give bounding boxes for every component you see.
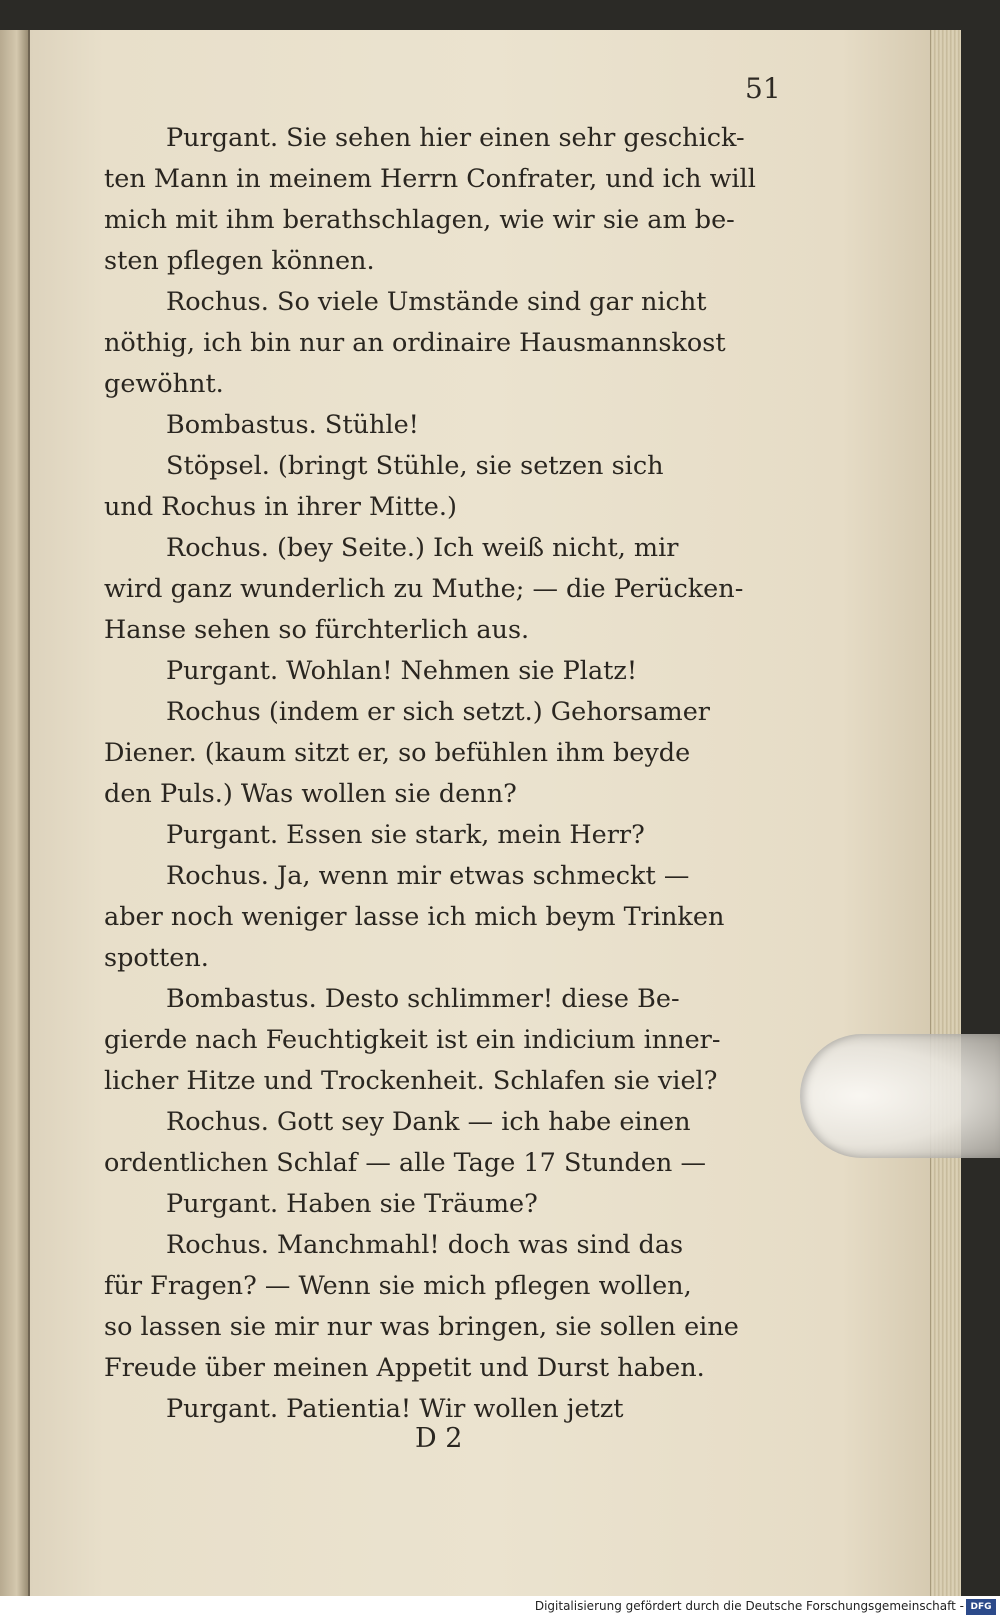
- text-line: Purgant. Wohlan! Nehmen sie Platz!: [166, 656, 638, 686]
- text-line: den Puls.) Was wollen sie denn?: [104, 779, 517, 809]
- page-number: 51: [745, 72, 781, 105]
- text-line: Rochus. Manchmahl! doch was sind das: [166, 1230, 684, 1260]
- dfg-logo: DFG: [966, 1599, 996, 1615]
- text-line: nöthig, ich bin nur an ordinaire Hausmannskost: [104, 328, 726, 358]
- text-line: aber noch weniger lasse ich mich beym Trinken: [104, 902, 725, 932]
- text-line: spotten.: [104, 943, 209, 973]
- text-line: licher Hitze und Trockenheit. Schlafen sie viel?: [104, 1066, 718, 1096]
- text-line: Diener. (kaum sitzt er, so befühlen ihm beyde: [104, 738, 691, 768]
- funding-notice: Digitalisierung gefördert durch die Deutsche Forschungsgemeinschaft -: [534, 1599, 964, 1613]
- text-line: und Rochus in ihrer Mitte.): [104, 492, 457, 522]
- page-text: [104, 118, 794, 1430]
- text-line: Rochus. Gott sey Dank — ich habe einen: [166, 1107, 691, 1137]
- text-line: so lassen sie mir nur was bringen, sie sollen eine: [104, 1312, 739, 1342]
- text-line: Stöpsel. (bringt Stühle, sie setzen sich: [166, 451, 664, 481]
- text-line: gewöhnt.: [104, 369, 224, 399]
- text-line: Freude über meinen Appetit und Durst haben.: [104, 1353, 705, 1383]
- text-line: ten Mann in meinem Herrn Confrater, und ich will: [104, 164, 756, 194]
- previous-page-edge: [0, 30, 28, 1596]
- page-stack-edge: [930, 30, 961, 1596]
- text-line: Rochus. So viele Umstände sind gar nicht: [166, 287, 707, 317]
- footer: [0, 1596, 1000, 1619]
- text-line: Rochus. (bey Seite.) Ich weiß nicht, mir: [166, 533, 679, 563]
- text-line: für Fragen? — Wenn sie mich pflegen wollen,: [104, 1271, 692, 1301]
- text-line: Purgant. Sie sehen hier einen sehr geschick-: [166, 123, 745, 153]
- text-line: Purgant. Essen sie stark, mein Herr?: [166, 820, 645, 850]
- printer-signature: D 2: [415, 1423, 463, 1454]
- text-line: Rochus (indem er sich setzt.) Gehorsamer: [166, 697, 710, 727]
- text-line: mich mit ihm berathschlagen, wie wir sie am be-: [104, 205, 735, 235]
- text-line: gierde nach Feuchtigkeit ist ein indicium inner-: [104, 1025, 721, 1055]
- scanner-thumb-holder: [800, 1034, 1000, 1158]
- text-line: Purgant. Haben sie Träume?: [166, 1189, 538, 1219]
- text-line: wird ganz wunderlich zu Muthe; — die Perücken-: [104, 574, 744, 604]
- text-line: Hanse sehen so fürchterlich aus.: [104, 615, 530, 645]
- text-line: Rochus. Ja, wenn mir etwas schmeckt —: [166, 861, 690, 891]
- text-line: Purgant. Patientia! Wir wollen jetzt: [166, 1394, 624, 1424]
- text-line: Bombastus. Desto schlimmer! diese Be-: [166, 984, 680, 1014]
- text-line: sten pflegen können.: [104, 246, 375, 276]
- text-line: ordentlichen Schlaf — alle Tage 17 Stunden —: [104, 1148, 706, 1178]
- text-line: Bombastus. Stühle!: [166, 410, 419, 440]
